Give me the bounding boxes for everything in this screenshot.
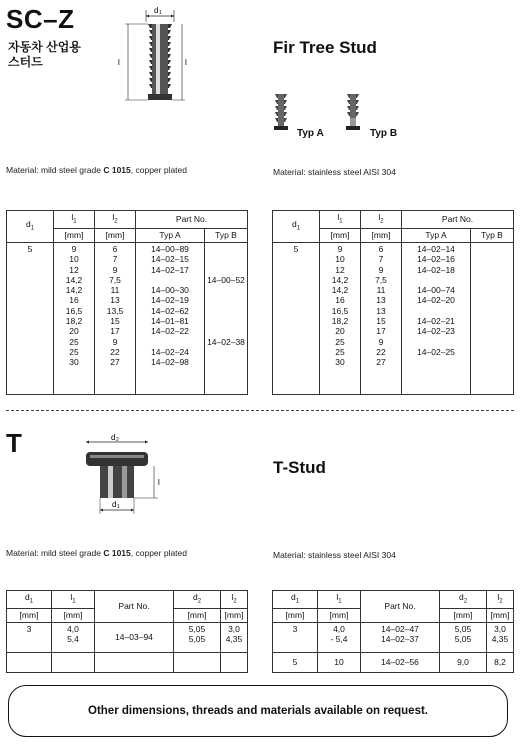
t-stud-table-left	[6, 590, 248, 673]
header-l1-unit: [mm]	[320, 228, 361, 242]
header-l2: $l_2$	[361, 211, 402, 229]
cell-d2: 9,0	[440, 652, 487, 672]
header-d1-unit: [mm]	[273, 608, 318, 622]
cell-l1: 9 10 12 14,2 14,2 16 16,5 18,2 20 25 25 30	[54, 242, 95, 394]
header-d1: $d_1$	[7, 591, 52, 609]
sc-z-table-left	[6, 210, 248, 395]
t-stud-title: T-Stud	[273, 458, 326, 477]
header-l1-unit: [mm]	[318, 608, 361, 622]
header-d1: $d_1$	[273, 211, 320, 243]
svg-text:1: 1	[159, 10, 162, 16]
cell-typ-b	[471, 242, 514, 394]
table-row	[273, 652, 514, 672]
cell-d1: 3	[7, 622, 52, 652]
header-typ-b: Typ B	[471, 228, 514, 242]
sc-z-table-right	[272, 210, 514, 395]
header-d1: $d_1$	[273, 591, 318, 609]
material-left-grade: C 1015	[103, 165, 131, 175]
drawing-label-l1: l	[185, 58, 187, 67]
t-stud-code: T	[6, 428, 23, 458]
cell-part-no: 14–03–94	[95, 622, 174, 652]
cell-l2: 8,2	[487, 652, 514, 672]
material-left-prefix: Material: mild steel grade	[6, 165, 101, 175]
cell-d1: 5	[7, 242, 54, 394]
cell-typ-a: 14–02–14 14–02–16 14–02–18 14–00–74 14–02–20 14–02–21 14–02–23 14–02–25	[402, 242, 471, 394]
header-typ-b: Typ B	[205, 228, 248, 242]
header-d2: $d_2$	[440, 591, 487, 609]
material-left-grade: C 1015	[103, 548, 131, 558]
material-left-suffix: , copper plated	[130, 165, 187, 175]
drawing-label-d1: d	[154, 6, 159, 15]
header-typ-a: Typ A	[402, 228, 471, 242]
header-d2: $d_2$	[174, 591, 221, 609]
header-typ-a: Typ A	[136, 228, 205, 242]
sc-z-code: SC–Z	[6, 4, 75, 34]
header-d1: $d_1$	[7, 211, 54, 243]
header-l2-unit: [mm]	[221, 608, 248, 622]
cell-l2: 6 7 9 7,5 11 13 13 15 17 9 22 27	[361, 242, 402, 394]
header-l1: $l_1$	[52, 591, 95, 609]
header-l1-unit: [mm]	[54, 228, 95, 242]
cell-d2: 5,05 5,05	[440, 622, 487, 652]
cell-l2: 3,0 4,35	[221, 622, 248, 652]
cell-d1: 3	[273, 622, 318, 652]
fir-tree-stud-title: Fir Tree Stud	[273, 38, 377, 57]
korean-description	[8, 40, 81, 70]
section-divider	[6, 410, 514, 411]
cell-d2: 5,05 5,05	[174, 622, 221, 652]
drawing-label-l2: l	[118, 58, 120, 67]
header-part-no: Part No.	[95, 591, 174, 623]
korean-line-1: 자동차 산업용	[8, 40, 81, 54]
t-stud-drawing-icon	[78, 430, 168, 520]
cell-l2: 3,0 4,35	[487, 622, 514, 652]
cell-typ-b: 14–00–52 14–02–38	[205, 242, 248, 394]
header-l1-unit: [mm]	[52, 608, 95, 622]
drawing-label-d1: d	[112, 500, 117, 509]
header-l1: $l_1$	[320, 211, 361, 229]
t-stud-material-left	[6, 548, 187, 558]
header-part-no: Part No.	[136, 211, 248, 229]
cell-d1: 5	[273, 242, 320, 394]
header-l2-unit: [mm]	[487, 608, 514, 622]
cell-typ-a: 14–00–89 14–02–15 14–02–17 14–00–30 14–02–19 14–02–62 14–01–81 14–02–22 14–02–24 14–02–98	[136, 242, 205, 394]
cell-d1: 5	[273, 652, 318, 672]
header-l1: $l_1$	[318, 591, 361, 609]
typ-a-drawing-icon	[270, 90, 300, 138]
typ-a-label: Typ A	[297, 128, 324, 139]
cell-l2: 6 7 9 7,5 11 13 13,5 15 17 9 22 27	[95, 242, 136, 394]
sc-z-material-right: Material: stainless steel AISI 304	[273, 167, 396, 177]
header-l1: $l_1$	[54, 211, 95, 229]
header-part-no: Part No.	[402, 211, 514, 229]
t-stud-material-right: Material: stainless steel AISI 304	[273, 550, 396, 560]
svg-text:1: 1	[117, 504, 120, 510]
header-l2-unit: [mm]	[361, 228, 402, 242]
header-l2-unit: [mm]	[95, 228, 136, 242]
cell-l1: 4,0 5,4	[52, 622, 95, 652]
table-row	[7, 622, 248, 652]
header-d2-unit: [mm]	[174, 608, 221, 622]
korean-line-2: 스터드	[8, 55, 43, 69]
material-left-suffix: , copper plated	[130, 548, 187, 558]
material-left-prefix: Material: mild steel grade	[6, 548, 101, 558]
cell-l1: 9 10 12 14,2 14,2 16 16,5 18,2 20 25 25 30	[320, 242, 361, 394]
header-d1-unit: [mm]	[7, 608, 52, 622]
header-l2: $l_2$	[221, 591, 248, 609]
header-d2-unit: [mm]	[440, 608, 487, 622]
sc-z-material-left	[6, 165, 187, 175]
fir-tree-stud-drawing-icon	[118, 2, 198, 114]
drawing-label-l2: l	[158, 478, 160, 487]
svg-text:2: 2	[116, 437, 119, 443]
cell-l1: 4,0 - 5,4	[318, 622, 361, 652]
cell-l1: 10	[318, 652, 361, 672]
typ-b-drawing-icon	[342, 90, 372, 138]
footer-notice: Other dimensions, threads and materials available on request.	[8, 685, 508, 737]
header-l2: $l_2$	[487, 591, 514, 609]
t-stud-table-right	[272, 590, 514, 673]
cell-part-no: 14–02–47 14–02–37	[361, 622, 440, 652]
typ-b-label: Typ B	[370, 128, 398, 139]
drawing-label-d2: d	[111, 433, 116, 442]
header-l2: $l_2$	[95, 211, 136, 229]
cell-part-no: 14–02–56	[361, 652, 440, 672]
table-row-empty	[7, 652, 248, 672]
table-row	[273, 622, 514, 652]
header-part-no: Part No.	[361, 591, 440, 623]
